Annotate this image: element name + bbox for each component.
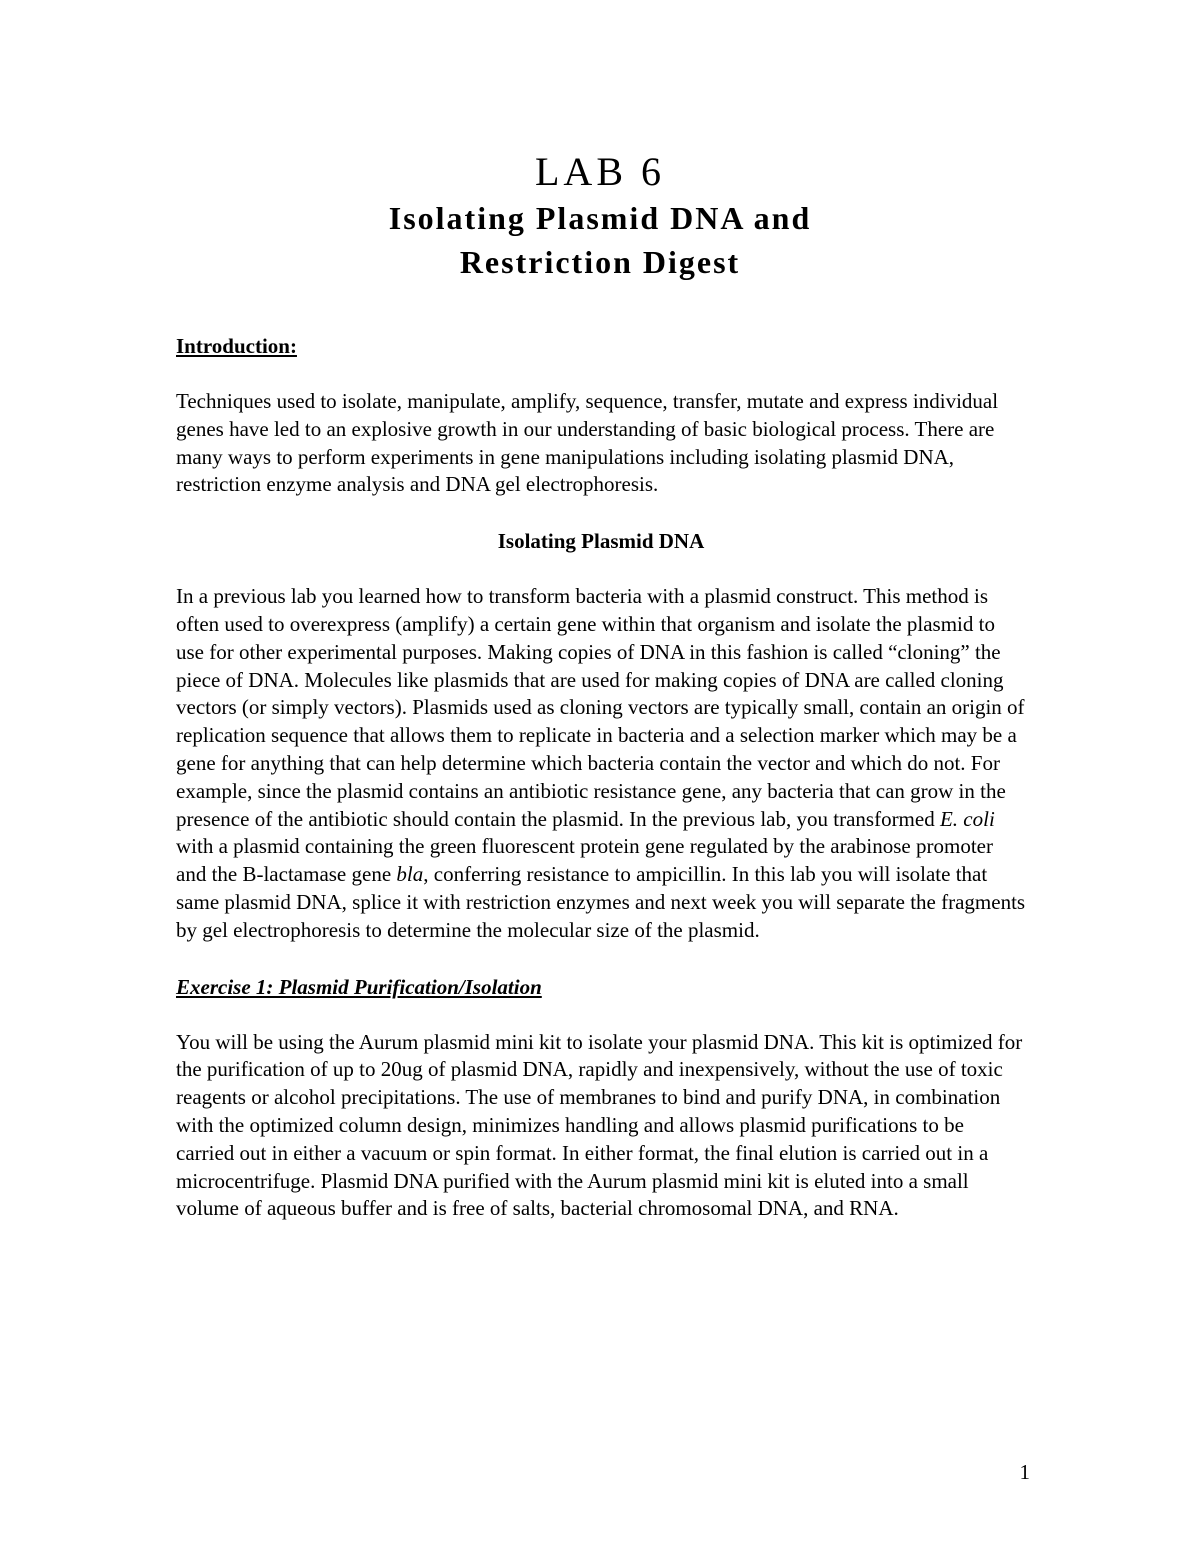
- page-number: 1: [1019, 1460, 1030, 1484]
- introduction-label: Introduction:: [176, 334, 297, 358]
- subtitle-line-2: Restriction Digest: [459, 244, 741, 280]
- title-block: [0, 148, 1200, 284]
- paragraph-text-part-1: In a previous lab you learned how to transform bacteria with a plasmid construct. This method is often used to overexpress (amplify) a certain gene within that organism and isolate the plasmid to use for other experimental purposes. Making copies of DNA in this fashion is called “cloning” the piece of DNA. Molecules like plasmids that are used for making copies of DNA are called cloning vectors (or simply vectors). Plasmids used as cloning vectors are typically small, contain an origin of replication sequence that allows them to replicate in bacteria and a selection marker which may be a gene for anything that can help determine which bacteria contain the vector and which do not. For example, since the plasmid contains an antibiotic resistance gene, any bacteria that can grow in the presence of the antibiotic should contain the plasmid. In the previous lab, you transformed: [176, 584, 1025, 831]
- isolating-plasmid-paragraph: [176, 583, 1026, 944]
- paragraph-text-part-2: with a plasmid containing the green fluorescent protein gene regulated by the arabinose promoter and the B-lactamase gene: [176, 834, 993, 887]
- ecoli-italic-text: E. coli: [939, 806, 995, 831]
- document-body: [176, 332, 1026, 1223]
- paragraph-text-part-3: , conferring resistance to ampicillin. In this lab you will isolate that same plasmid DNA, splice it with restriction enzymes and next week you will separate the fragments by gel electrophoresis to determine the molecular size of the plasmid.: [176, 862, 1026, 942]
- bla-italic-text: bla: [396, 862, 424, 887]
- exercise-1-heading: Exercise 1: Plasmid Purification/Isolation: [176, 974, 542, 999]
- isolating-plasmid-heading: Isolating Plasmid DNA: [497, 529, 705, 554]
- subtitle-line-1: Isolating Plasmid DNA and: [388, 200, 812, 236]
- lab-title: LAB 6: [535, 149, 665, 194]
- introduction-paragraph: Techniques used to isolate, manipulate, amplify, sequence, transfer, mutate and express individual genes have led to an explosive growth in our understanding of basic biological process. There are many ways to perform experiments in gene manipulations including isolating plasmid DNA, restriction enzyme analysis and DNA gel electrophoresis.: [176, 389, 999, 497]
- exercise-1-paragraph: You will be using the Aurum plasmid mini kit to isolate your plasmid DNA. This kit is optimized for the purification of up to 20ug of plasmid DNA, rapidly and inexpensively, without the use of toxic reagents or alcohol precipitations. The use of membranes to bind and purify DNA, in combination with the optimized column design, minimizes handling and allows plasmid purifications to be carried out in either a vacuum or spin format. In either format, the final elution is carried out in a microcentrifuge. Plasmid DNA purified with the Aurum plasmid mini kit is eluted into a small volume of aqueous buffer and is free of salts, bacterial chromosomal DNA, and RNA.: [176, 1029, 1023, 1221]
